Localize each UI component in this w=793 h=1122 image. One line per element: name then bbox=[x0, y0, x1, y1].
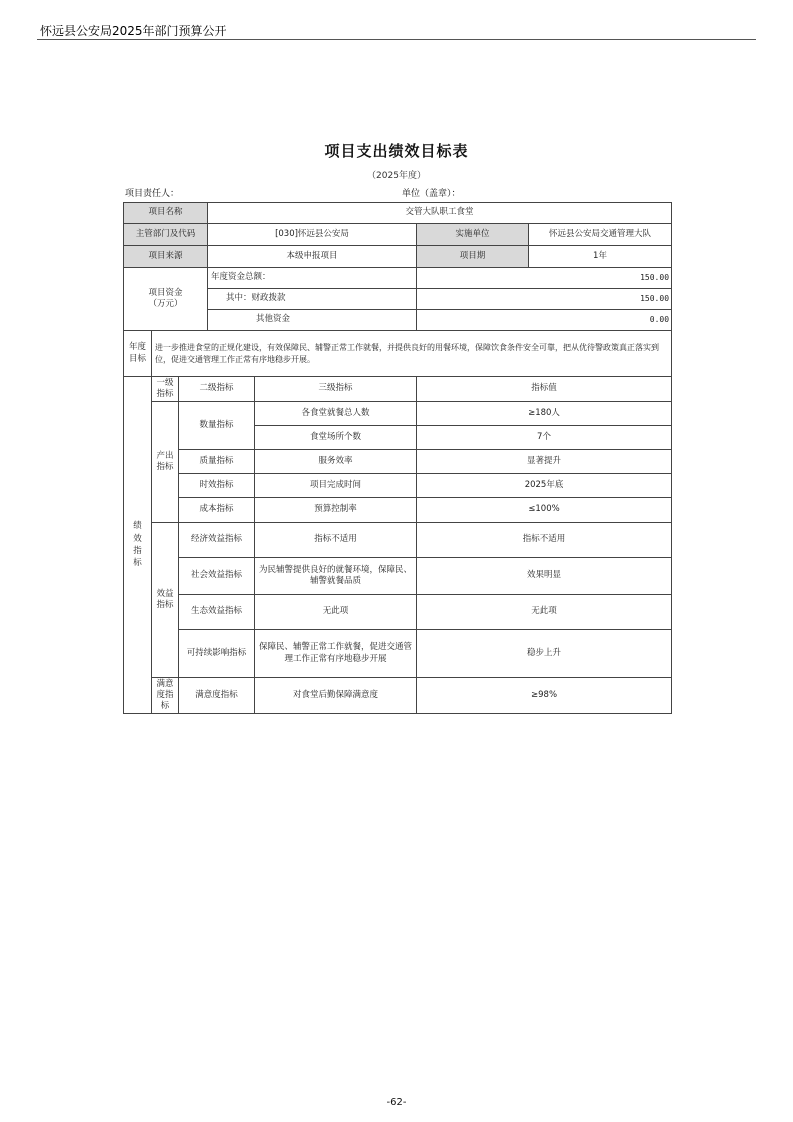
header-divider bbox=[37, 39, 756, 40]
dept-value: [030]怀远县公安局 bbox=[208, 224, 417, 246]
indicator-value: 指标不适用 bbox=[417, 523, 672, 558]
document-year: （2025年度） bbox=[367, 171, 426, 181]
annual-goal-label: 年度 目标 bbox=[124, 331, 152, 377]
period-value: 1年 bbox=[529, 246, 672, 268]
period-label: 项目期 bbox=[417, 246, 529, 268]
funds-other-value: 0.00 bbox=[417, 310, 672, 331]
indicator-level3: 保障民、辅警正常工作就餐，促进交通管理工作正常有序地稳步开展 bbox=[255, 630, 417, 678]
indicator-level2: 生态效益指标 bbox=[179, 595, 255, 630]
indicator-level2: 可持续影响指标 bbox=[179, 630, 255, 678]
unit-seal-label: 单位（盖章）： bbox=[402, 189, 461, 199]
funds-fiscal-value: 150.00 bbox=[417, 289, 672, 310]
indicator-value: 效果明显 bbox=[417, 558, 672, 595]
indicator-level3: 指标不适用 bbox=[255, 523, 417, 558]
indicator-level2: 时效指标 bbox=[179, 474, 255, 498]
indicator-level3: 食堂场所个数 bbox=[255, 426, 417, 450]
indicator-level2: 社会效益指标 bbox=[179, 558, 255, 595]
funds-label: 项目资金 （万元） bbox=[124, 268, 208, 331]
indicator-value: 显著提升 bbox=[417, 450, 672, 474]
indicator-value: ≤100% bbox=[417, 498, 672, 523]
indicator-level2: 满意度指标 bbox=[179, 678, 255, 714]
performance-target-table bbox=[123, 202, 672, 714]
indicator-level2: 成本指标 bbox=[179, 498, 255, 523]
indicator-level3: 项目完成时间 bbox=[255, 474, 417, 498]
col-level1-header: 一级 指标 bbox=[152, 377, 179, 402]
page-header-title: 怀远县公安局2025年部门预算公开 bbox=[40, 24, 227, 38]
indicator-level3: 对食堂后勤保障满意度 bbox=[255, 678, 417, 714]
dept-label: 主管部门及代码 bbox=[124, 224, 208, 246]
funds-other-label: 其他资金 bbox=[208, 310, 417, 331]
indicator-level3: 为民辅警提供良好的就餐环境，保障民、辅警就餐品质 bbox=[255, 558, 417, 595]
project-name-label: 项目名称 bbox=[124, 203, 208, 224]
col-level3-header: 三级指标 bbox=[255, 377, 417, 402]
impl-unit-value: 怀远县公安局交通管理大队 bbox=[529, 224, 672, 246]
impl-unit-label: 实施单位 bbox=[417, 224, 529, 246]
indicator-value: 无此项 bbox=[417, 595, 672, 630]
indicator-value: ≥98% bbox=[417, 678, 672, 714]
funds-total-value: 150.00 bbox=[417, 268, 672, 289]
responsible-person-label: 项目责任人： bbox=[125, 189, 180, 199]
indicator-level3: 服务效率 bbox=[255, 450, 417, 474]
project-name-value: 交管大队职工食堂 bbox=[208, 203, 672, 224]
annual-goal-text: 进一步推进食堂的正规化建设，有效保障民、辅警正常工作就餐，并提供良好的用餐环境，保障饮食条件安全可靠，把从优待警政策真正落实到位，促进交通管理工作正常有序地稳步开展。 bbox=[152, 331, 672, 377]
satisfaction-indicator-label: 满意 度指 标 bbox=[152, 678, 179, 714]
indicator-level2: 经济效益指标 bbox=[179, 523, 255, 558]
output-indicator-label: 产出 指标 bbox=[152, 402, 179, 523]
source-value: 本级申报项目 bbox=[208, 246, 417, 268]
source-label: 项目来源 bbox=[124, 246, 208, 268]
indicator-level3: 预算控制率 bbox=[255, 498, 417, 523]
performance-indicator-label: 绩 效 指 标 bbox=[124, 377, 152, 714]
funds-fiscal-label: 其中：财政拨款 bbox=[208, 289, 417, 310]
col-value-header: 指标值 bbox=[417, 377, 672, 402]
col-level2-header: 二级指标 bbox=[179, 377, 255, 402]
indicator-value: 稳步上升 bbox=[417, 630, 672, 678]
indicator-level2: 数量指标 bbox=[179, 402, 255, 450]
indicator-level2: 质量指标 bbox=[179, 450, 255, 474]
indicator-value: 7个 bbox=[417, 426, 672, 450]
indicator-level3: 各食堂就餐总人数 bbox=[255, 402, 417, 426]
benefit-indicator-label: 效益 指标 bbox=[152, 523, 179, 678]
indicator-value: ≥180人 bbox=[417, 402, 672, 426]
indicator-value: 2025年底 bbox=[417, 474, 672, 498]
funds-total-label: 年度资金总额： bbox=[208, 268, 417, 289]
indicator-level3: 无此项 bbox=[255, 595, 417, 630]
page-number: -62- bbox=[386, 1097, 407, 1108]
document-title: 项目支出绩效目标表 bbox=[324, 142, 469, 160]
